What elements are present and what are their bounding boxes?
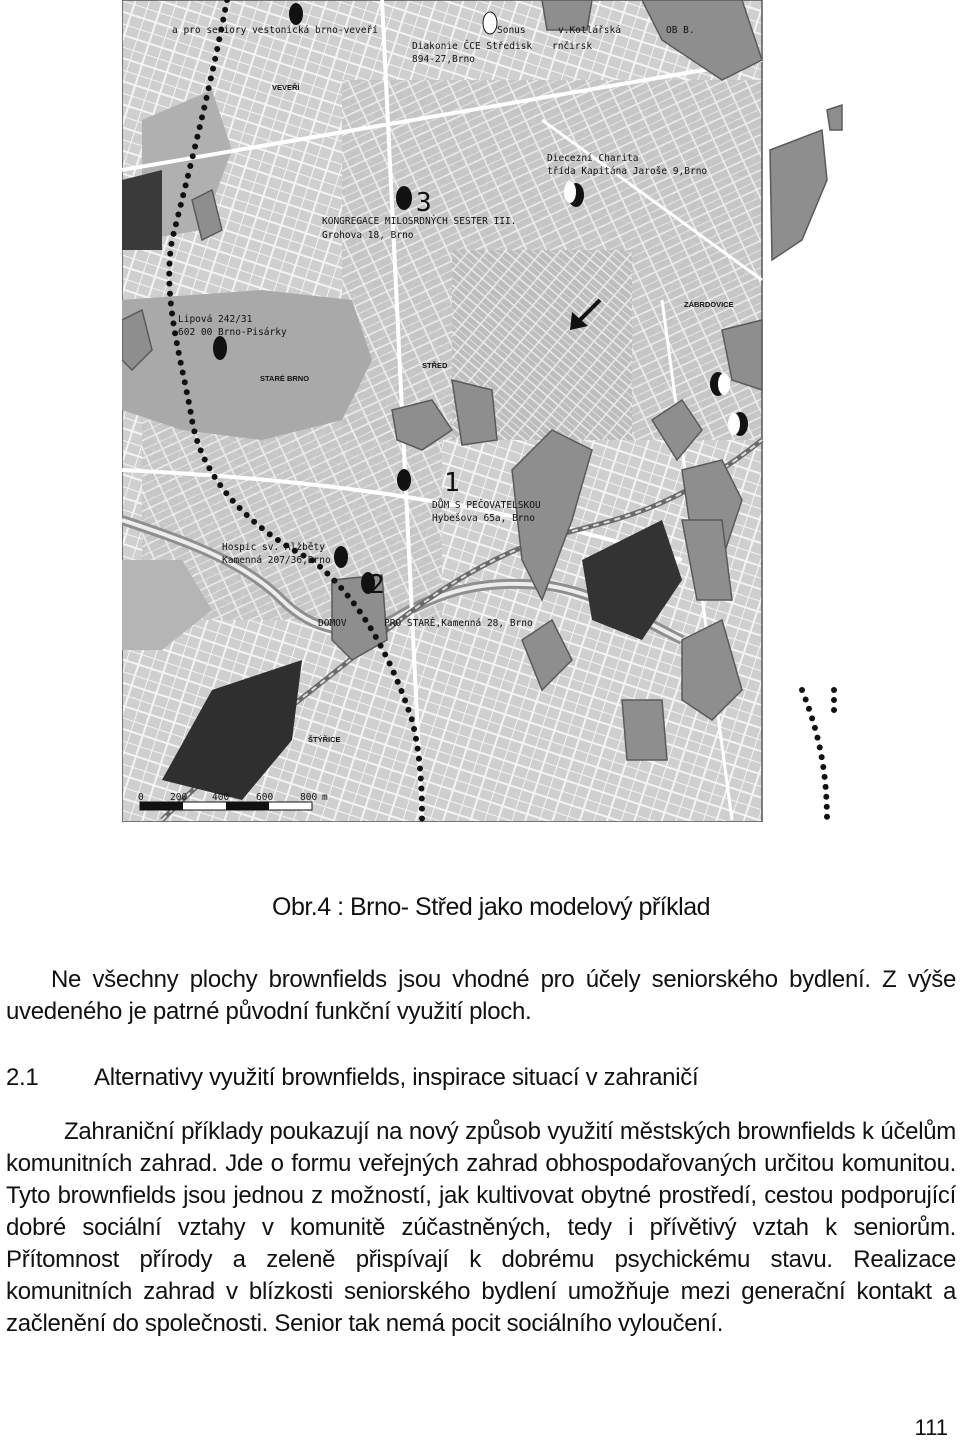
scale-tick: 600	[256, 792, 274, 803]
map-label-diakonie-3: rnčirsk	[552, 41, 593, 52]
map-label-hospic: Hospic sv. Alžběty	[222, 542, 325, 553]
map-label-stare-brno: STARÉ BRNO	[260, 374, 310, 383]
map-label-dum-2: Hybešova 65a, Brno	[432, 513, 535, 524]
map-label-stred: STŘED	[422, 361, 448, 370]
map-label-domov: DOMOV	[318, 618, 347, 629]
map-label-charita: Diecezní Charita	[547, 153, 639, 164]
map-label-diakonie-2: 894-27,Brno	[412, 54, 475, 65]
scale-tick: 200	[170, 792, 188, 803]
map-label-pisarky: Lipová 242/31	[178, 314, 253, 325]
map-label-kamenna: PRO STARÉ,Kamenná 28, Brno	[384, 618, 533, 629]
map-label-veveri: VEVEŘÍ	[272, 83, 300, 92]
map-label-pisarky-2: 602 00 Brno-Pisárky	[178, 327, 287, 338]
map-label-kotlarska: v.Kotlářská	[558, 25, 621, 36]
intro-paragraph: Ne všechny plochy brownfields jsou vhodné pro účely seniorského bydlení. Z výše uvedeného je patrné původní funkční využití ploch.	[6, 966, 956, 1025]
map-label-zabrdovice: ZÁBRDOVICE	[684, 300, 734, 309]
figure-caption: Obr.4 : Brno- Střed jako modelový příklad	[272, 893, 711, 921]
map-label-kongregace-2: Grohova 18, Brno	[322, 230, 414, 241]
map-label-ob: OB B.	[666, 25, 695, 36]
scale-tick: 800	[300, 792, 318, 803]
map-label-hospic-2: Kamenná 207/36,Brno	[222, 555, 331, 566]
map-label-num-1: 1	[444, 468, 460, 498]
map-label-num-3: 3	[416, 188, 432, 218]
map-label-sonus: Sonus	[497, 25, 526, 36]
body-paragraph: Zahraniční příklady poukazují na nový způsob využití městských brownfields k účelům komunitních zahrad. Jde o formu veřejných zahrad obhospodařovaných určitou komunitou. Tyto brownfields jsou jednou z možností, jak kultivovat obytné prostředí, cestou podporující dobré sociální vztahy v komunitě zúčastněných, tedy i přívětivý vztah k seniorům. Přítomnost přírody a zeleně přispívají k dobrému psychickému stavu. Realizace komunitních zahrad v blízkosti seniorského bydlení umožňuje mezi generační kontakt a začlenění do společnosti. Senior tak nemá pocit sociálního vyloučení.	[6, 1118, 956, 1337]
section-title: Alternativy využití brownfields, inspirace situací v zahraničí	[94, 1064, 699, 1091]
map-label-kongregace: KONGREGACE MILOSRDNÝCH SESTER III.	[322, 216, 517, 227]
map-label-diakonie: Diakonie ČCE Středisk	[412, 41, 533, 52]
map-label-num-2: 2	[369, 570, 385, 600]
scale-unit: m	[322, 792, 328, 803]
scale-tick: 400	[212, 792, 230, 803]
map-label-charita-2: třída Kapitána Jaroše 9,Brno	[547, 166, 708, 177]
map-label-dum: DŮM S PEČOVATELSKOU	[432, 500, 541, 511]
map-label-stryce: ŠTÝŘICE	[308, 735, 341, 744]
page-number: 111	[914, 1415, 948, 1440]
section-number: 2.1	[6, 1064, 39, 1091]
scale-tick: 0	[138, 792, 144, 803]
map-label-top-address: a pro seniory vestonická brno-veveří	[172, 25, 378, 36]
brno-map	[122, 0, 844, 822]
